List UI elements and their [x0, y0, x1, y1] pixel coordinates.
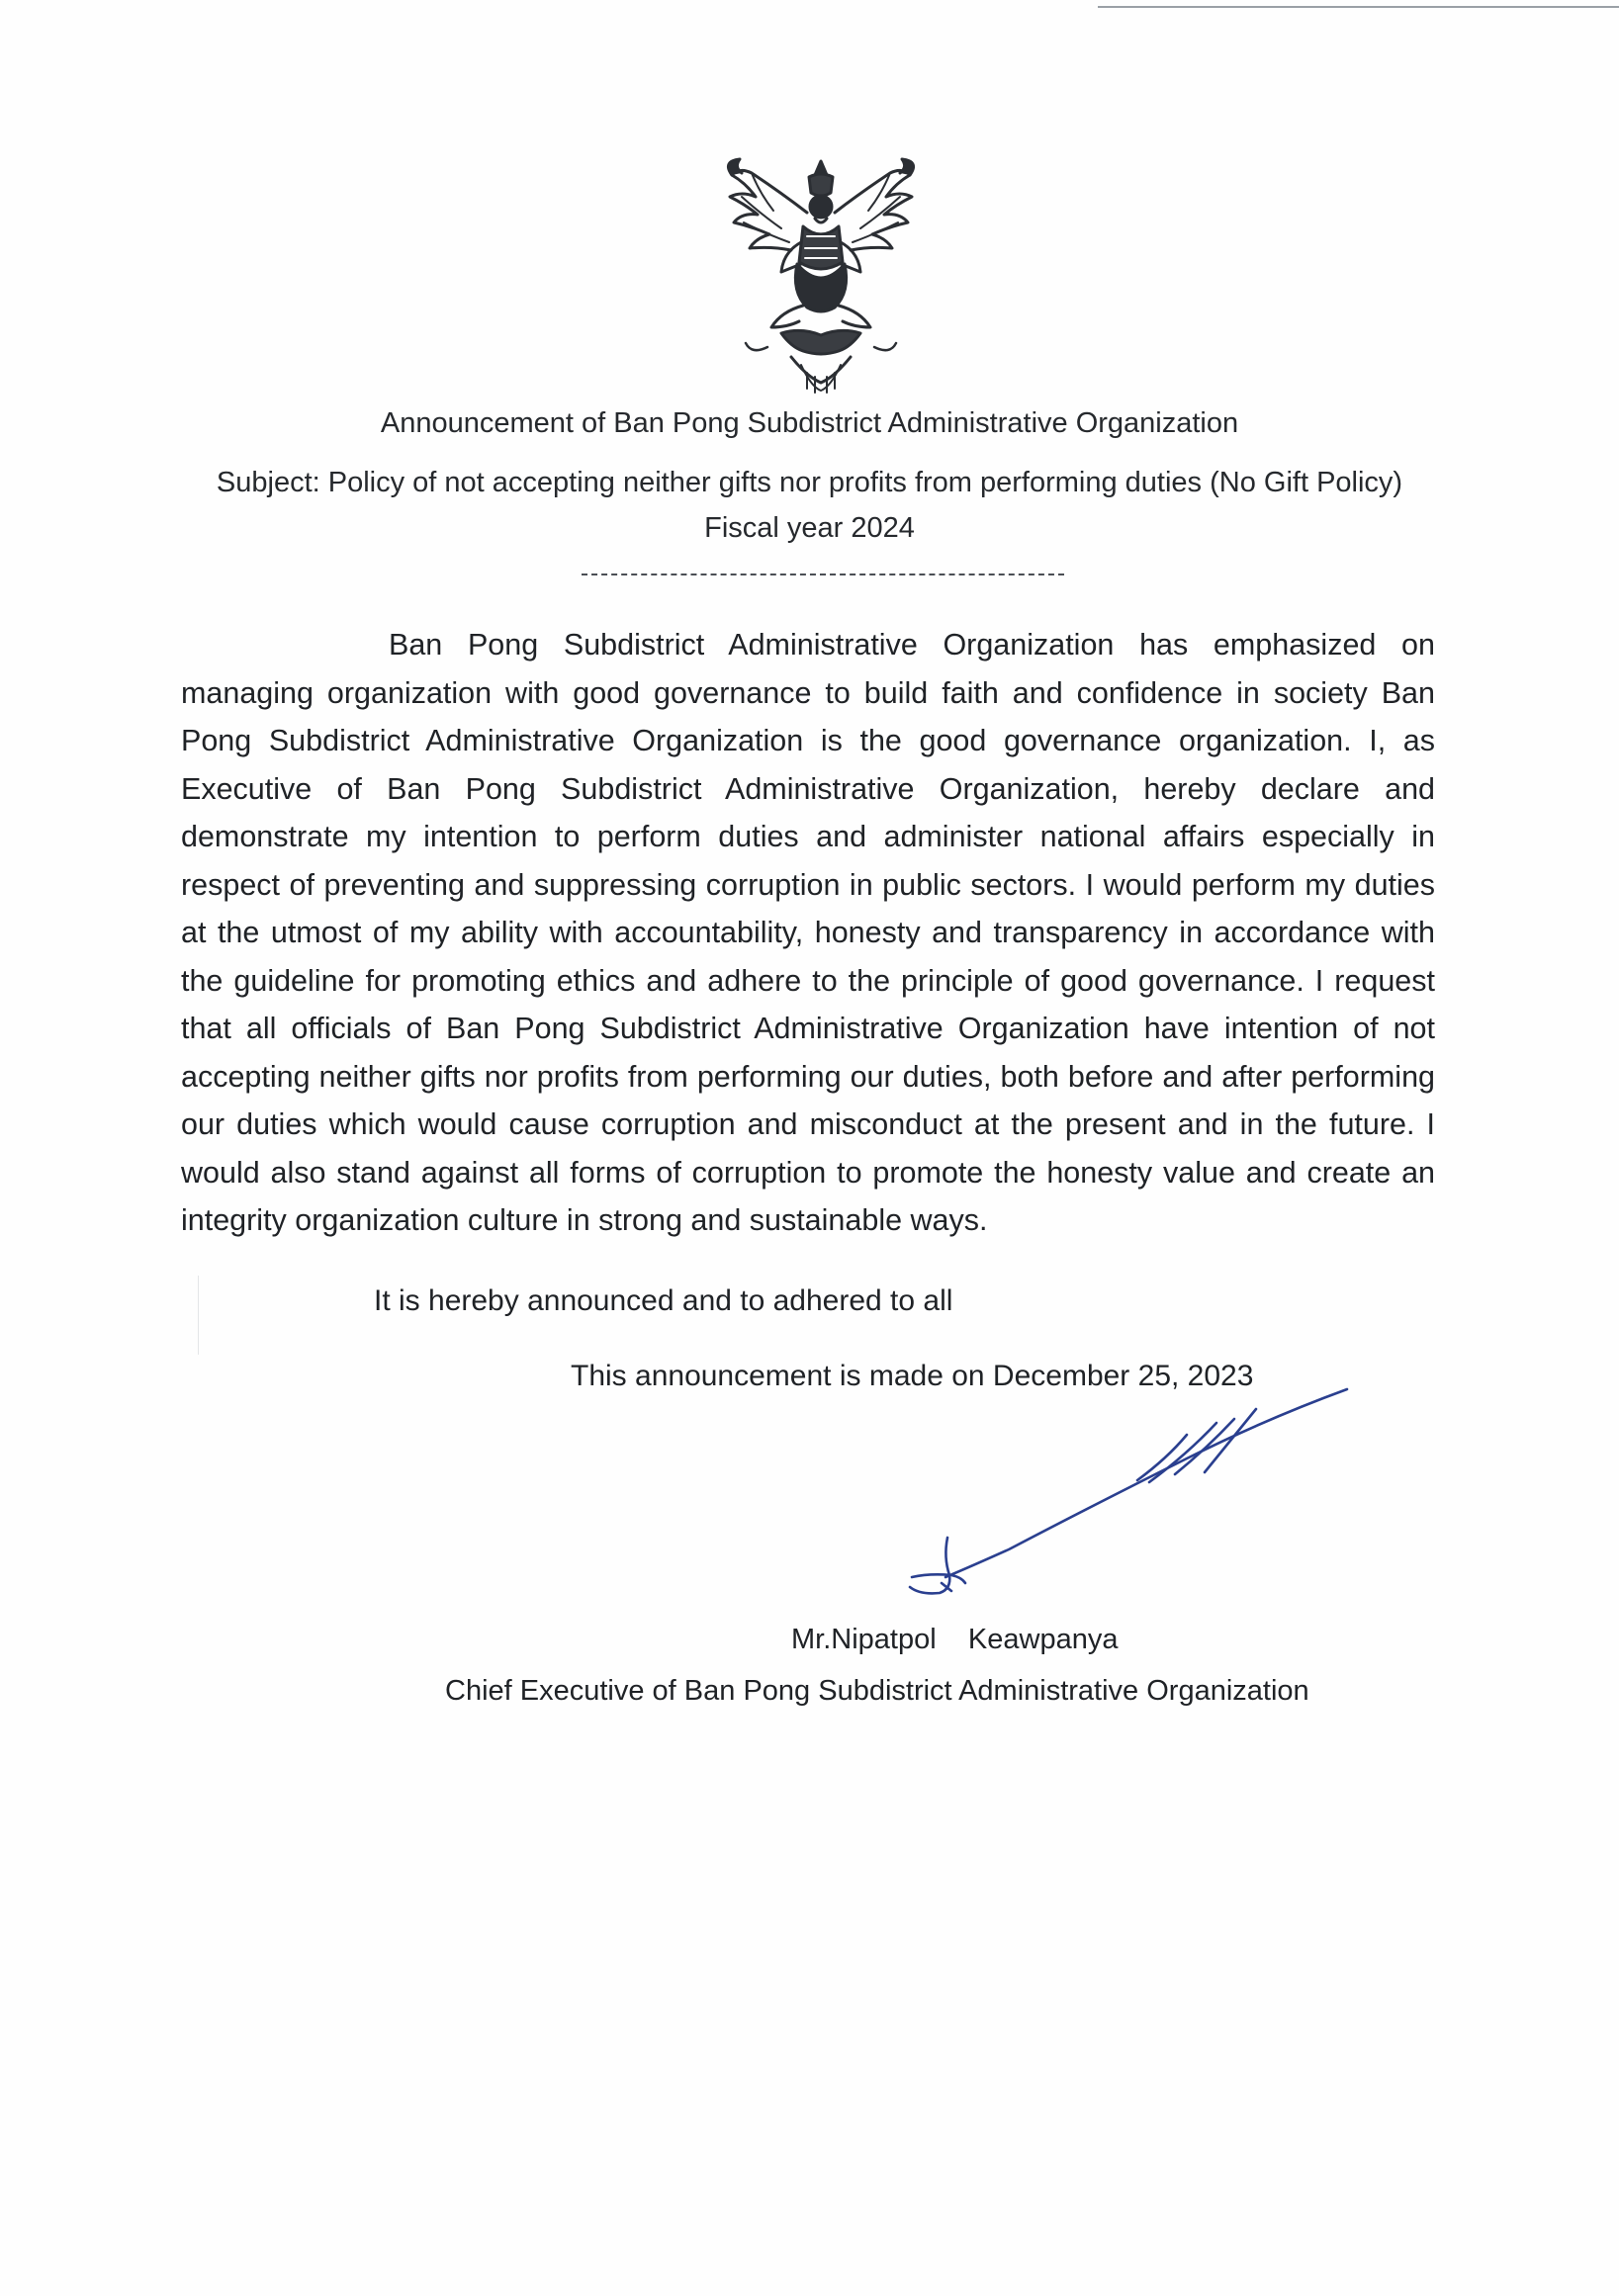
announcement-body: Ban Pong Subdistrict Administrative Organization has emphasized on managing organization with good governance to build faith and confidence in society Ban Pong Subdistrict Administrative Organization is the good governance organization. I, as Executive of Ban Pong Subdistrict Administrative Organization, hereby declare and demonstrate my intention to perform duties and administer national affairs especially in respect of preventing and suppressing corruption in public sectors. I would perform my duties at the utmost of my ability with accountability, honesty and transparency in accordance with the guideline for promoting ethics and adhere to the principle of good governance. I request that all officials of Ban Pong Subdistrict Administrative Organization have intention of not accepting neither gifts nor profits from performing our duties, both before and after performing our duties which would cause corruption and misconduct at the present and in the future. I would also stand against all forms of corruption to promote the honesty value and create an integrity organization culture in strong and sustainable ways. [181, 628, 1435, 1237]
announcement-subject: Subject: Policy of not accepting neither gifts nor profits from performing duties (No Gift Policy) [216, 467, 1403, 498]
signer-name: Mr.Nipatpol Keawpanya [791, 1624, 1119, 1655]
handwritten-signature-icon [890, 1379, 1365, 1597]
announcement-title: Announcement of Ban Pong Subdistrict Administrative Organization [380, 407, 1239, 439]
garuda-emblem-icon [712, 153, 930, 396]
scan-shadow-line [198, 1276, 199, 1355]
scan-edge-line [1098, 6, 1619, 8]
closing-statement: It is hereby announced and to adhered to all [374, 1284, 953, 1317]
signer-title: Chief Executive of Ban Pong Subdistrict Administrative Organization [445, 1675, 1309, 1707]
dashed-divider [582, 574, 1064, 575]
announcement-date: This announcement is made on December 25, 2023 [571, 1360, 1254, 1392]
fiscal-year: Fiscal year 2024 [704, 512, 915, 544]
